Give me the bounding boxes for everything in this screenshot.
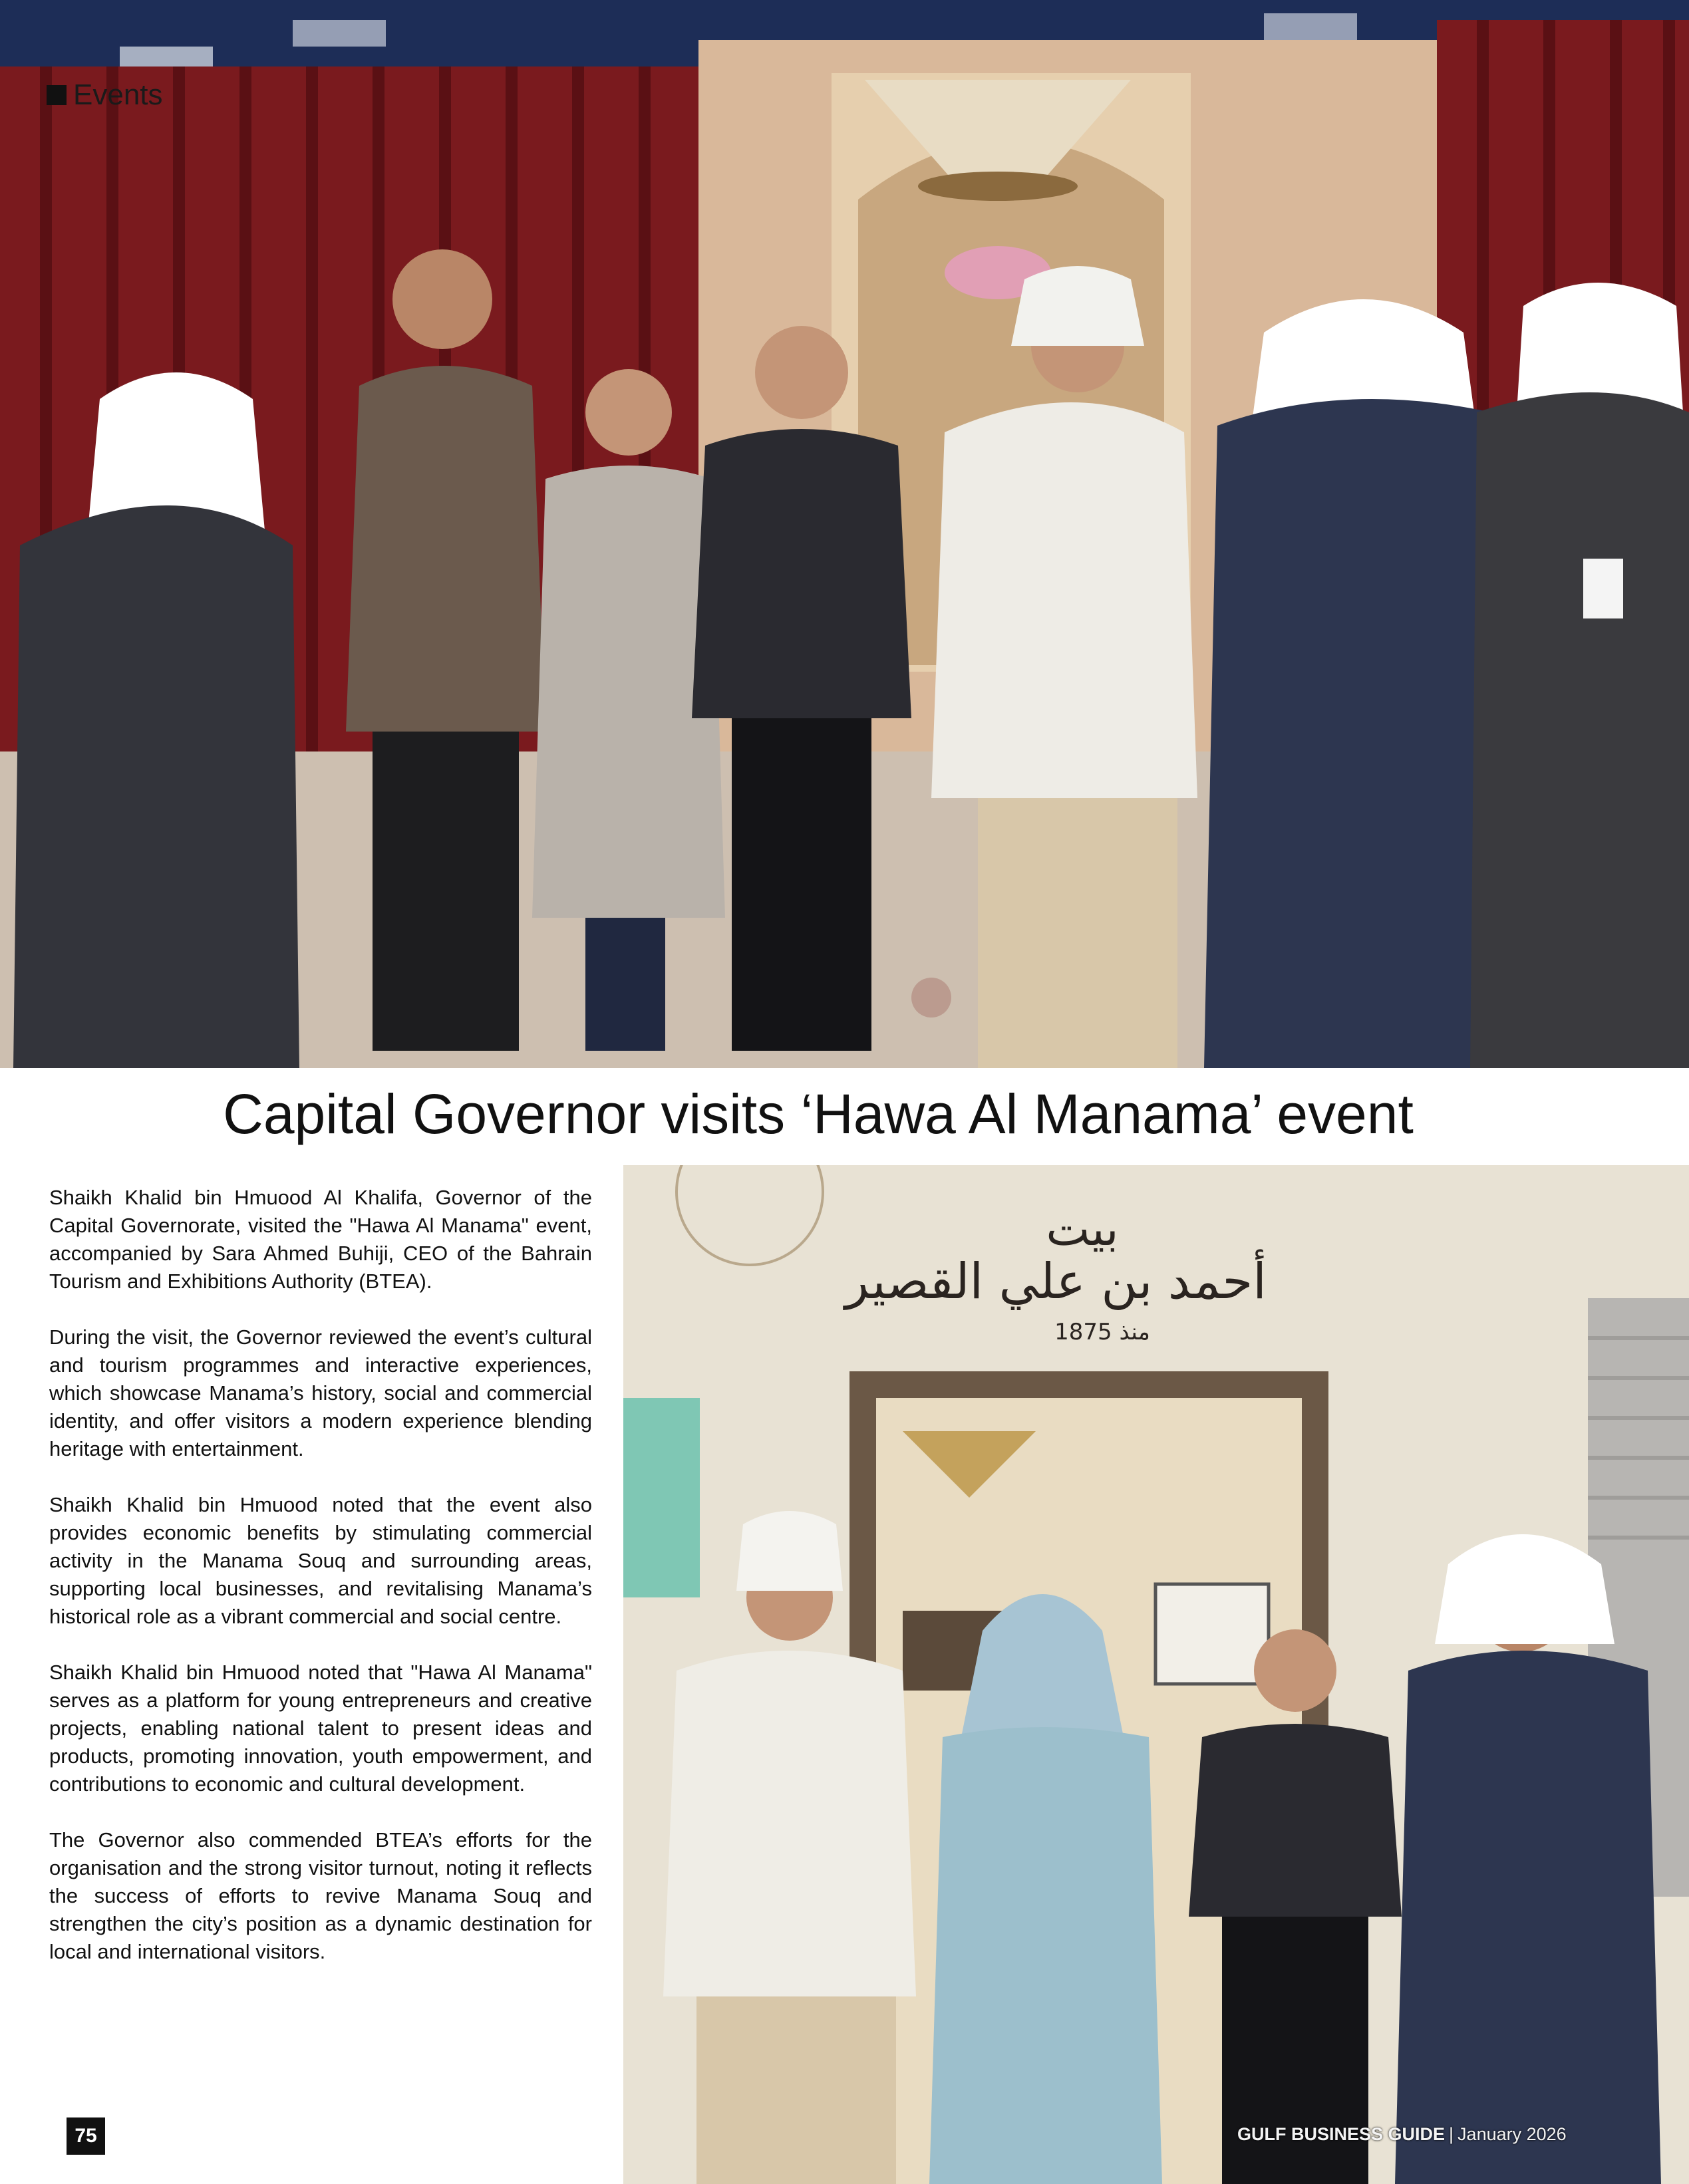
article-body [49,1184,592,1994]
bottom-photo [623,1165,1689,2184]
article-paragraph: During the visit, the Governor reviewed the event’s cultural and tourism programmes and interactive experiences, which showcase Manama’s history, social and commercial identity, and offer visitors a modern experience blending heritage with entertainment. [49,1325,592,1460]
article-paragraph: Shaikh Khalid bin Hmuood noted that the event also provides economic benefits by stimulating commercial activity in the Manama Souq and surrounding areas, supporting local businesses, and revitalising Manama’s historical role as a vibrant commercial and social centre. [49,1493,592,1628]
sign-line3: منذ 1875 [1054,1319,1150,1345]
sign-line1: بيت [1046,1202,1119,1256]
section-tag [47,78,163,112]
sign-line2: أحمد بن علي القصير [845,1253,1267,1310]
souq-visit-photo-illustration [623,1165,1689,2184]
section-label: Events [73,78,163,111]
issue-date: January 2026 [1458,2124,1567,2144]
article-paragraph: Shaikh Khalid bin Hmuood Al Khalifa, Governor of the Capital Governorate, visited the "Hawa Al Manama" event, accompanied by Sara Ahmed Buhiji, CEO of the Bahrain Tourism and Exhibitions Authority (BTEA). [49,1186,592,1293]
group-photo-illustration [0,0,1689,1068]
publication-name: GULF BUSINESS GUIDE [1237,2124,1446,2144]
footer-separator: | [1449,2124,1454,2144]
footer-credit [1237,2124,1567,2145]
top-photo [0,0,1689,1068]
article-paragraph: The Governor also commended BTEA’s efforts for the organisation and the strong visitor turnout, noting it reflects the success of efforts to revive Manama Souq and strengthen the city’s position as a dynamic destination for local and international visitors. [49,1828,592,1963]
article-paragraph: Shaikh Khalid bin Hmuood noted that "Hawa Al Manama" serves as a platform for young entrepreneurs and creative projects, enabling national talent to present ideas and products, promoting innovation, youth empowerment, and contributions to economic and cultural development. [49,1661,592,1796]
headline: Capital Governor visits ‘Hawa Al Manama’ event [223,1083,1414,1145]
page-number: 75 [67,2117,105,2155]
section-marker-icon [47,85,67,105]
